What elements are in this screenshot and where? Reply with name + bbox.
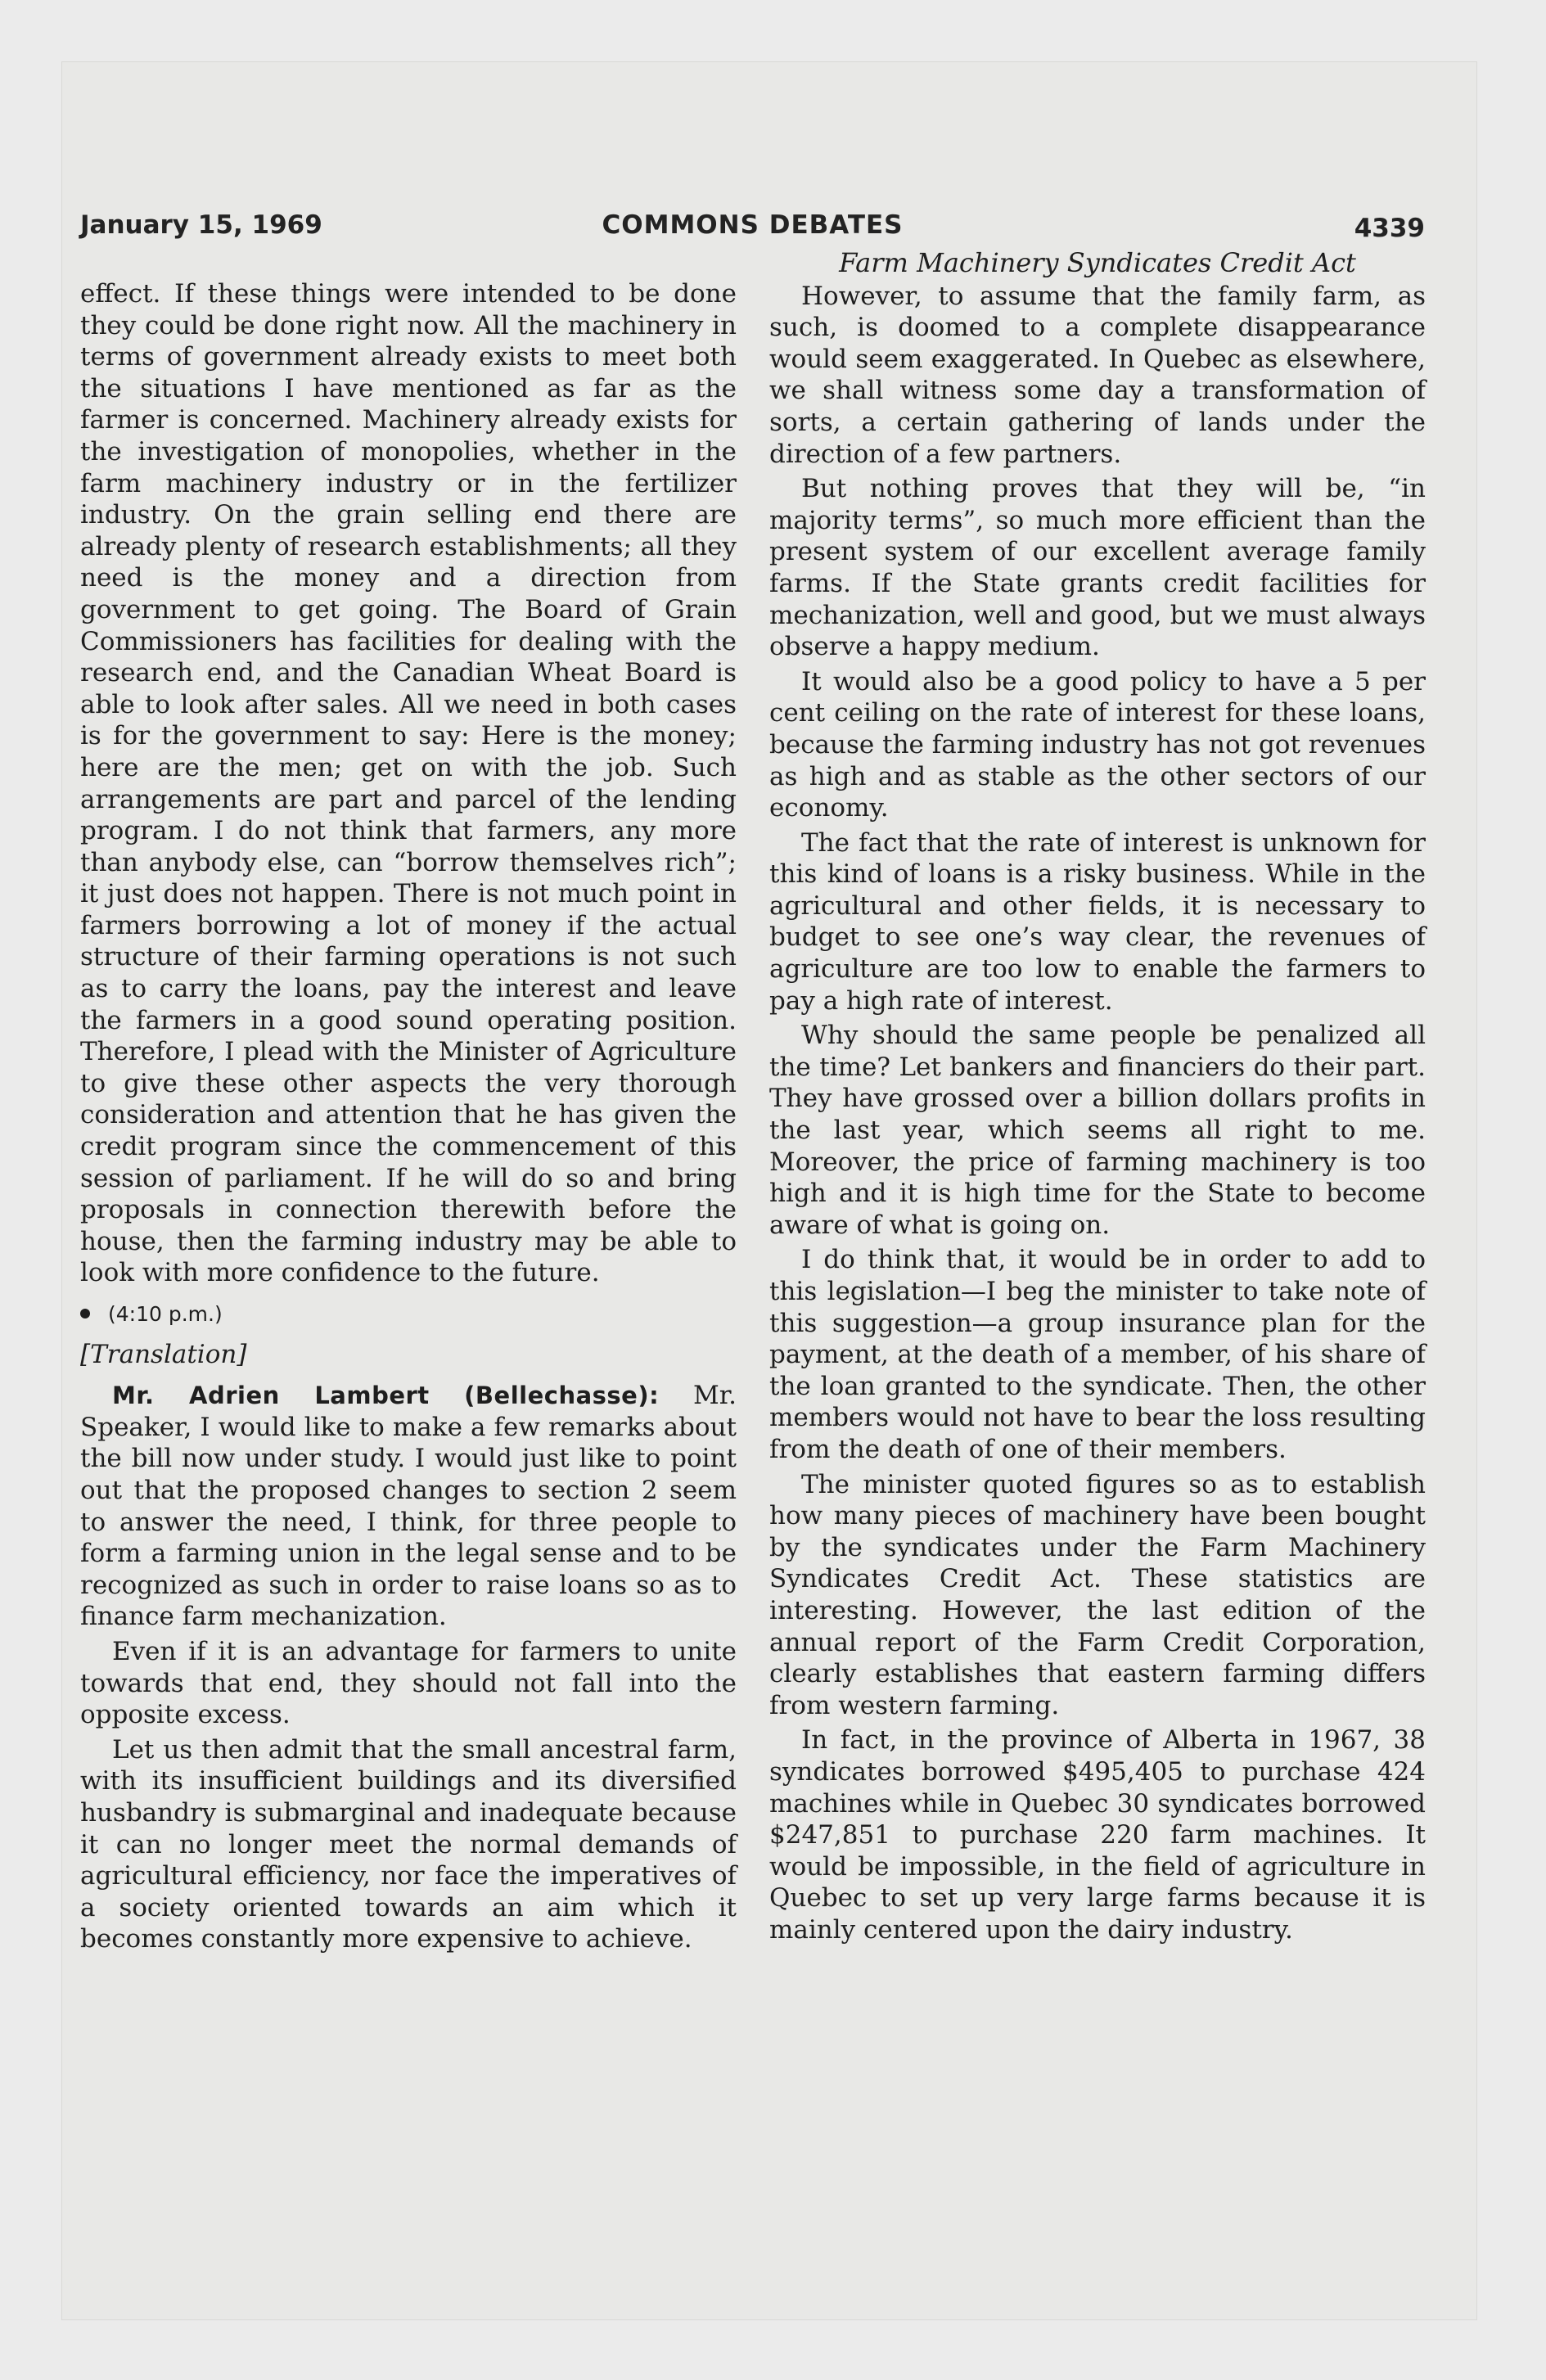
speech-paragraph-1-text: Mr. Speaker, I would like to make a few remarks about the bill now under study. I would just like to point out that the proposed changes to section 2 seem to answer the need, I think, for three people to form a farming union in the legal sense and to be recognized as such in order to raise loans so as to finance farm mechanization.: [80, 1381, 737, 1632]
right-paragraph-1: However, to assume that the family farm, as such, is doomed to a complete disappearance would seem exaggerated. In Quebec as elsewhere, we shall witness some day a transformation of sorts, a certain gathering of lands under the direction of a few partners.: [769, 281, 1426, 469]
header-page-number: 4339: [1354, 214, 1425, 243]
bullet-icon: [80, 1309, 90, 1318]
section-title: Farm Machinery Syndicates Credit Act: [839, 247, 1356, 278]
right-paragraph-5: Why should the same people be penalized all the time? Let bankers and financiers do their part. They have grossed over a billion dollars profits in the last year, which seems all right to me. Moreover, the price of farming machinery is too high and it is high time for the State to become aware of what is going on.: [769, 1021, 1426, 1240]
right-column: [769, 247, 1426, 1949]
running-header: [80, 210, 1425, 251]
speech-paragraph-3: Let us then admit that the small ancestral farm, with its insufficient buildings and its diversified husbandry is submarginal and inadequate because it can no longer meet the normal demands of agricultural efficiency, nor face the imperatives of a society oriented towards an aim which it becomes constantly more expensive to achieve.: [80, 1734, 737, 1954]
right-paragraph-8: In fact, in the province of Alberta in 1967, 38 syndicates borrowed $495,405 to purchase 424 machines while in Quebec 30 syndicates borrowed $247,851 to purchase 220 farm machines. It would be impossible, in the field of agriculture in Quebec to set up very large farms because it is mainly centered upon the dairy industry.: [769, 1725, 1426, 1945]
speech-paragraph-2: Even if it is an advantage for farmers to unite towards that end, they should not fall into the opposite excess.: [80, 1636, 737, 1730]
time-marker-text: (4:10 p.m.): [108, 1302, 223, 1326]
speaker-name: Mr. Adrien Lambert (Bellechasse):: [112, 1382, 660, 1410]
left-column: [80, 278, 737, 1959]
header-publication: COMMONS DEBATES: [602, 210, 904, 240]
left-paragraph-1: effect. If these things were intended to be done they could be done right now. All the machinery in terms of government already exists to meet both the situations I have mentioned as far as the farmer is concerned. Machinery already exists for the investigation of monopolies, whether in the farm machinery industry or in the fertilizer industry. On the grain selling end there are already plenty of research establishments; all they need is the money and a direction from government to get going. The Board of Grain Commissioners has facilities for dealing with the research end, and the Canadian Wheat Board is able to look after sales. All we need in both cases is for the government to say: Here is the money; here are the men; get on with the job. Such arrangements are part and parcel of the lending program. I do not think that farmers, any more than anybody else, can “borrow themselves rich”; it just does not happen. There is not much point in farmers borrowing a lot of money if the actual structure of their farming operations is not such as to carry the loans, pay the interest and leave the farmers in a good sound operating position. Therefore, I plead with the Minister of Agriculture to give these other aspects the very thorough consideration and attention that he has given the credit program since the commencement of this session of parliament. If he will do so and bring proposals in connection therewith before the house, then the farming industry may be able to look with more confidence to the future.: [80, 279, 737, 1288]
translation-label: [Translation]: [80, 1339, 247, 1369]
right-paragraph-3: It would also be a good policy to have a 5 per cent ceiling on the rate of interest for these loans, because the farming industry has not got revenues as high and as stable as the other sectors of our economy.: [769, 666, 1426, 823]
right-paragraph-4: The fact that the rate of interest is unknown for this kind of loans is a risky business. While in the agricultural and other fields, it is necessary to budget to see one’s way clear, the revenues of agriculture are too low to enable the farmers to pay a high rate of interest.: [769, 827, 1426, 1016]
right-paragraph-7: The minister quoted figures so as to establish how many pieces of machinery have been bought by the syndicates under the Farm Machinery Syndicates Credit Act. These statistics are interesting. However, the last edition of the annual report of the Farm Credit Corporation, clearly establishes that eastern farming differs from western farming.: [769, 1469, 1426, 1720]
header-date: January 15, 1969: [80, 210, 322, 240]
right-paragraph-6: I do think that, it would be in order to add to this legislation—I beg the minister to take note of this suggestion—a group insurance plan for the payment, at the death of a member, of his share of the loan granted to the syndicate. Then, the other members would not have to bear the loss resulting from the death of one of their members.: [769, 1245, 1426, 1464]
right-paragraph-2: But nothing proves that they will be, “in majority terms”, so much more efficient than the present system of our excellent average family farms. If the State grants credit facilities for mechanization, well and good, but we must always observe a happy medium.: [769, 474, 1426, 662]
speech-paragraph-1: [80, 1380, 737, 1633]
time-marker: [80, 1299, 737, 1331]
